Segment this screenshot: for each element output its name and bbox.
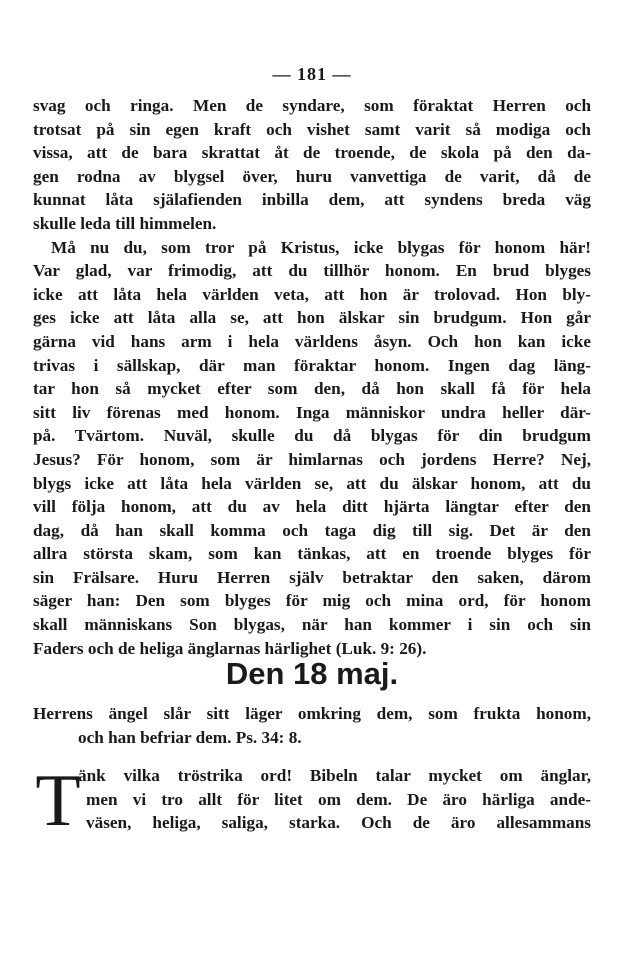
text-line: säger han: Den som blyges för mig och mina ord, för honom xyxy=(33,591,591,611)
text-line: gen rodna av blygsel över, huru vanvettiga de varit, då de xyxy=(33,166,591,186)
text-line: men vi tro allt för litet om dem. De äro härliga ande- xyxy=(86,789,591,809)
text-line: gärna vid hans arm i hela världens åsyn. Och hon kan icke xyxy=(33,331,591,351)
text-line: Var glad, var frimodig, att du tillhör honom. En brud blyges xyxy=(33,261,591,281)
paragraph-1 xyxy=(33,94,591,236)
text-line: sitt liv förenas med honom. Inga människor undra heller där- xyxy=(33,402,591,422)
text-line: skulle leda till himmelen. xyxy=(33,213,217,233)
verse-line: Herrens ängel slår sitt läger omkring dem, som frukta honom, xyxy=(33,704,591,723)
closing-paragraph xyxy=(33,760,591,842)
text-line: vill följa honom, att du av hela ditt hjärta längtar efter den xyxy=(33,497,591,517)
drop-cap: T xyxy=(35,760,81,842)
verse-line: och han befriar dem. Ps. 34: 8. xyxy=(78,727,302,747)
text-line: icke att låta hela världen veta, att hon är trolovad. Hon bly- xyxy=(33,284,591,304)
text-line: dag, då han skall komma och taga dig till sig. Det är den xyxy=(33,520,591,540)
text-line: skall människans Son blygas, när han kommer i sin och sin xyxy=(33,615,591,635)
text-line: väsen, heliga, saliga, starka. Och de äro allesammans xyxy=(86,813,591,833)
text-line: ges icke att låta alla se, att hon älskar sin brudgum. Hon går xyxy=(33,308,591,328)
text-line: änk vilka tröstrika ord! Bibeln talar mycket om änglar, xyxy=(78,766,591,785)
text-line: Faders och de heliga änglarnas härlighet (Luk. 9: 26). xyxy=(33,638,427,658)
text-line: sin Frälsare. Huru Herren själv betraktar den saken, därom xyxy=(33,567,591,587)
page-number: — 181 — xyxy=(272,64,352,84)
bible-verse xyxy=(33,702,591,749)
body-text xyxy=(33,94,591,660)
text-line: trotsat på sin egen kraft och vishet samt varit så modiga och xyxy=(33,119,591,139)
text-line: Jesus? För honom, som är himlarnas och jordens Herre? Nej, xyxy=(33,449,591,469)
text-line: på. Tvärtom. Nuväl, skulle du då blygas för din brudgum xyxy=(33,426,591,446)
text-line: blygs icke att låta hela världen se, att du älskar honom, att du xyxy=(33,473,591,493)
text-line: tar hon så mycket efter som den, då hon skall få för hela xyxy=(33,379,591,399)
day-heading: Den 18 maj. xyxy=(225,656,399,691)
paragraph-2 xyxy=(33,236,591,661)
text-line: allra största skam, som kan tänkas, att en troende blyges för xyxy=(33,544,591,564)
text-line: svag och ringa. Men de syndare, som föraktat Herren och xyxy=(33,96,591,115)
text-line: Må nu du, som tror på Kristus, icke blygas för honom här! xyxy=(51,237,591,257)
text-line: trivas i sällskap, där man föraktar honom. Ingen dag läng- xyxy=(33,355,591,375)
text-line: kunnat låta själafienden inbilla dem, att syndens breda väg xyxy=(33,190,591,210)
text-line: vissa, att de bara skrattat åt de troende, de skola på den da- xyxy=(33,143,591,163)
